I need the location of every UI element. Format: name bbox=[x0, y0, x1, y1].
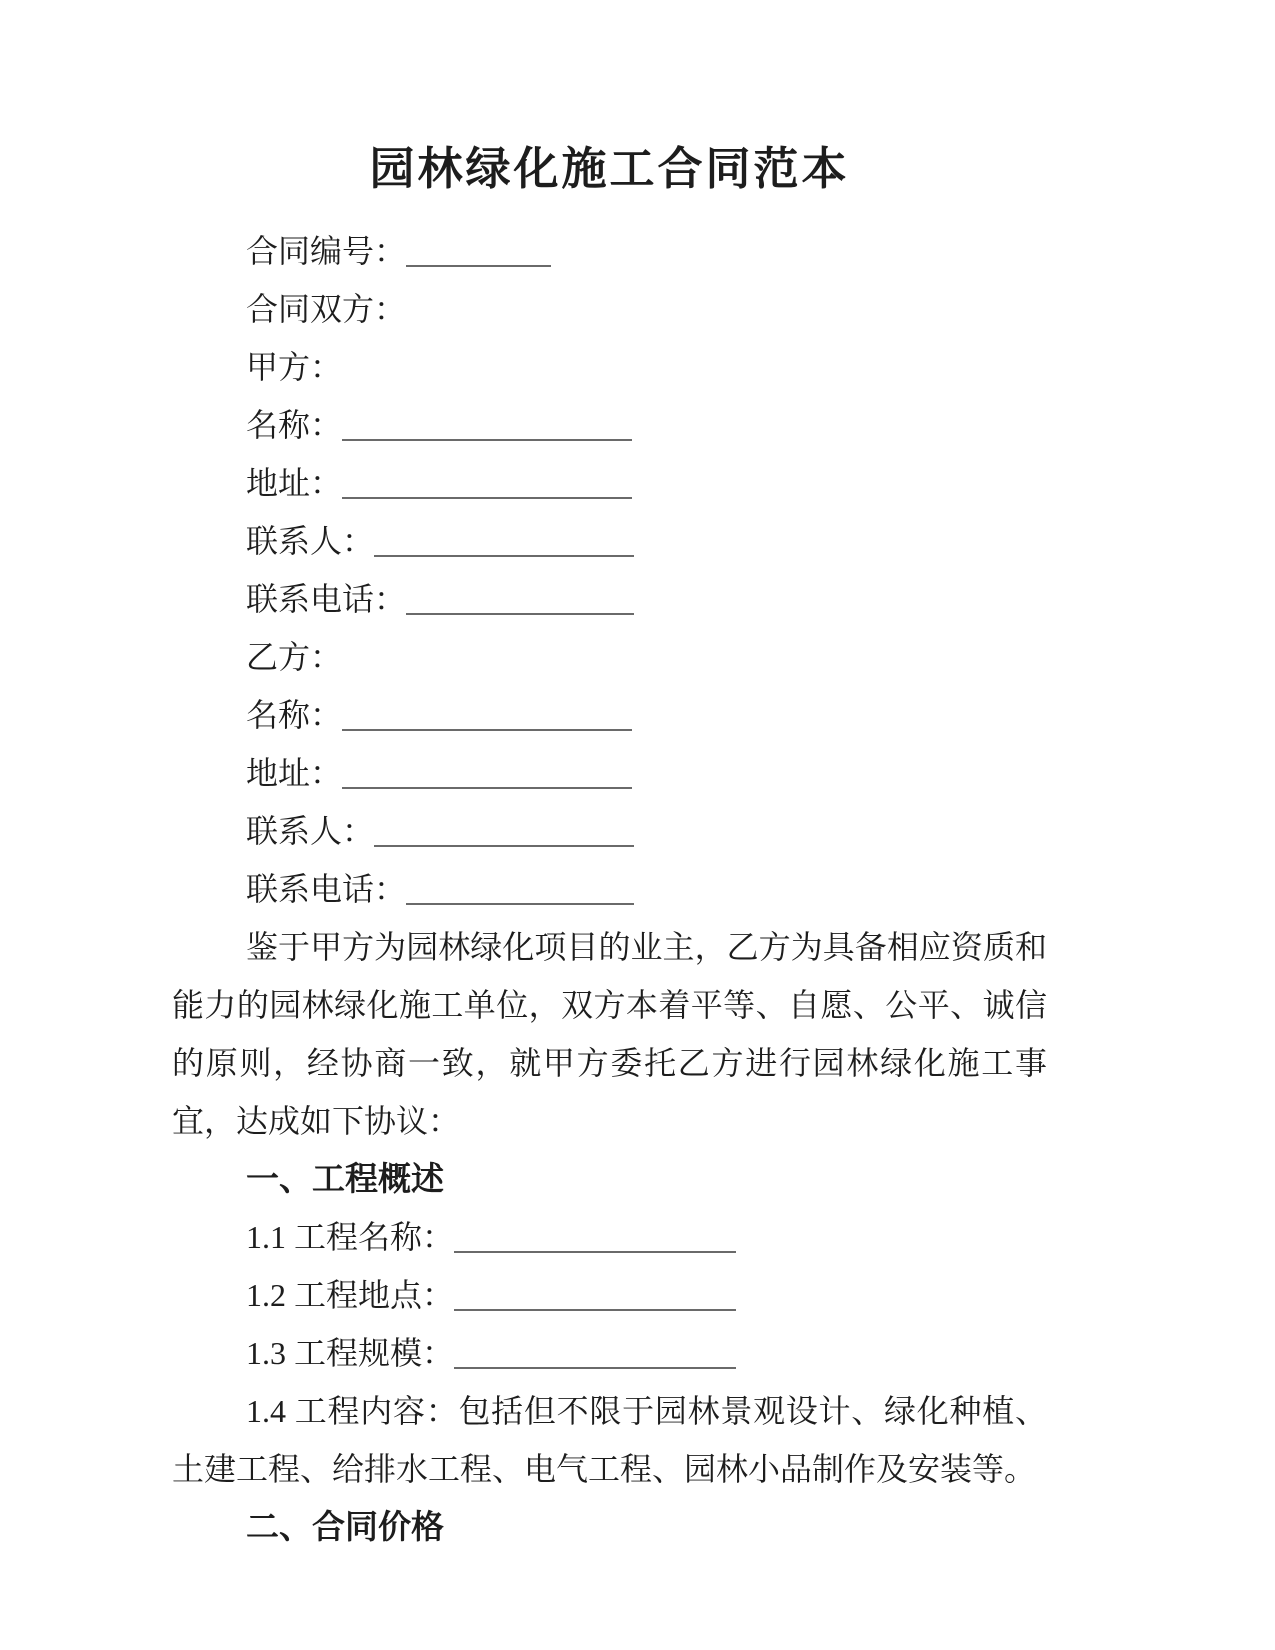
blank-line-party-a-contact bbox=[374, 525, 634, 557]
blank-line-1-2 bbox=[454, 1279, 736, 1311]
item-label-1-2: 1.2 工程地点： bbox=[246, 1277, 455, 1313]
document-title: 园林绿化施工合同范本 bbox=[369, 144, 850, 194]
blank-line-party-b-name bbox=[342, 699, 632, 731]
item-label-1-3: 1.3 工程规模： bbox=[246, 1335, 455, 1371]
item-label-1-4: 1.4 工程内容： bbox=[246, 1393, 459, 1429]
field-row-party-a bbox=[172, 338, 1047, 396]
blank-line-party-a-address bbox=[342, 467, 632, 499]
field-label-contract-number: 合同编号： bbox=[246, 233, 407, 269]
blank-line-party-b-address bbox=[342, 757, 632, 789]
field-row-party-b-address bbox=[172, 744, 1047, 802]
field-label-party-a-name: 名称： bbox=[246, 407, 343, 443]
blank-line-party-b-contact bbox=[374, 815, 634, 847]
field-row-party-a-contact bbox=[172, 512, 1047, 570]
field-row-party-b-phone bbox=[172, 860, 1047, 918]
field-row-party-b-contact bbox=[172, 802, 1047, 860]
field-label-party-a: 甲方： bbox=[246, 349, 343, 385]
item-row-1-3 bbox=[172, 1324, 1047, 1382]
field-row-party-b-name bbox=[172, 686, 1047, 744]
field-row-contract-number bbox=[172, 222, 1047, 280]
field-label-party-a-phone: 联系电话： bbox=[246, 581, 407, 617]
item-text-1-4: 包括但不限于园林景观设计、绿化种植、土建工程、给排水工程、电气工程、园林小品制作及安装等。 bbox=[172, 1393, 1047, 1487]
item-row-1-1 bbox=[172, 1208, 1047, 1266]
field-label-party-b-address: 地址： bbox=[246, 755, 343, 791]
item-row-1-2 bbox=[172, 1266, 1047, 1324]
blank-line-1-1 bbox=[454, 1221, 736, 1253]
field-label-party-b-name: 名称： bbox=[246, 697, 343, 733]
field-label-party-a-address: 地址： bbox=[246, 465, 343, 501]
blank-line-party-a-name bbox=[342, 409, 632, 441]
field-label-party-b-contact: 联系人： bbox=[246, 813, 375, 849]
field-row-contract-parties bbox=[172, 280, 1047, 338]
field-row-party-a-address bbox=[172, 454, 1047, 512]
section-2-heading: 二、合同价格 bbox=[246, 1508, 444, 1545]
blank-line-contract-number bbox=[406, 235, 551, 267]
field-label-contract-parties: 合同双方： bbox=[246, 291, 407, 327]
blank-line-1-3 bbox=[454, 1337, 736, 1369]
blank-line-party-a-phone bbox=[406, 583, 634, 615]
item-label-1-1: 1.1 工程名称： bbox=[246, 1219, 455, 1255]
field-row-party-a-phone bbox=[172, 570, 1047, 628]
field-label-party-b: 乙方： bbox=[246, 639, 343, 675]
blank-line-party-b-phone bbox=[406, 873, 634, 905]
field-row-party-a-name bbox=[172, 396, 1047, 454]
field-label-party-b-phone: 联系电话： bbox=[246, 871, 407, 907]
item-paragraph-1-4 bbox=[172, 1382, 1047, 1498]
field-row-party-b bbox=[172, 628, 1047, 686]
field-label-party-a-contact: 联系人： bbox=[246, 523, 375, 559]
preamble-paragraph: 鉴于甲方为园林绿化项目的业主，乙方为具备相应资质和能力的园林绿化施工单位，双方本着平等、自愿、公平、诚信的原则，经协商一致，就甲方委托乙方进行园林绿化施工事宜，达成如下协议： bbox=[172, 929, 1047, 1139]
section-1-heading: 一、工程概述 bbox=[246, 1160, 444, 1197]
